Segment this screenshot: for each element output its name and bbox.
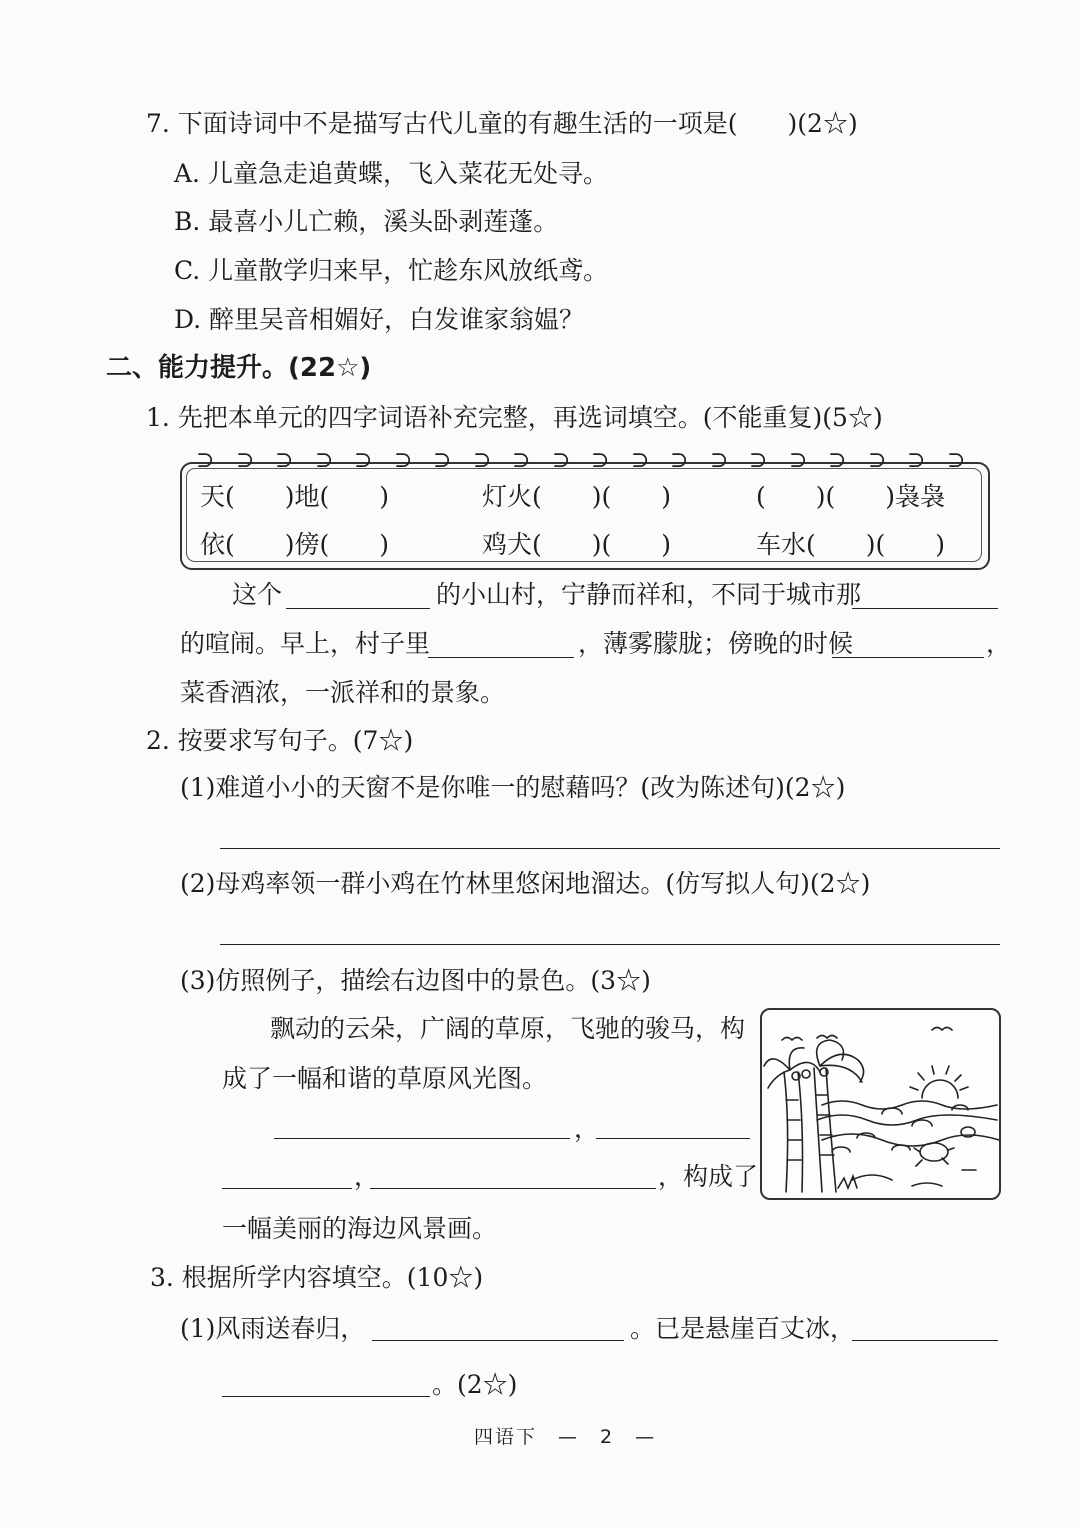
para-line1-b: 的小山村，宁静而祥和，不同于城市那 [436,580,862,609]
option-c: C. 儿童散学归来早，忙趁东风放纸鸢。 [174,256,609,285]
q3-line2-end: 。(2☆) [432,1370,518,1399]
word-5: 鸡犬( )( ) [482,530,672,559]
comma-2: ， [354,1162,380,1191]
palm-trunk-1 [784,1072,788,1192]
last-line: 一幅美丽的海边风景画。 [222,1214,498,1243]
page-footer: 四语下 — 2 — [474,1426,657,1448]
binding-ring: ⊃ [236,448,255,473]
blank-4[interactable] [832,657,984,658]
binding-ring: ⊃ [710,448,729,473]
blank-7[interactable] [222,1188,352,1189]
binding-ring: ⊃ [947,448,966,473]
option-a: A. 儿童急走追黄蝶，飞入菜花无处寻。 [174,159,608,188]
question-7-stem: 7. 下面诗词中不是描写古代儿童的有趣生活的一项是( )(2☆) [146,109,858,138]
blank-1[interactable] [286,608,430,609]
option-d: D. 醉里吴音相媚好，白发谁家翁媪？ [174,305,585,334]
word-1: 天( )地( ) [200,482,390,511]
binding-ring: ⊃ [315,448,334,473]
answer-line-1[interactable] [220,848,1000,849]
blank-11[interactable] [222,1396,430,1397]
binding-ring: ⊃ [631,448,650,473]
word-3: ( )( )袅袅 [756,482,946,511]
binding-ring: ⊃ [196,448,215,473]
binding-ring: ⊃ [433,448,452,473]
para-line2-b: ，薄雾朦胧；傍晚的时候 [578,629,854,658]
question-3-stem: 3. 根据所学内容填空。(10☆) [150,1263,484,1292]
sun [922,1080,958,1098]
question-2-stem: 2. 按要求写句子。(7☆) [146,726,414,755]
para-line2-c: ， [986,629,1012,658]
binding-ring: ⊃ [591,448,610,473]
binding-ring: ⊃ [394,448,413,473]
binding-ring: ⊃ [473,448,492,473]
blank-6[interactable] [596,1138,750,1139]
binding-ring: ⊃ [828,448,847,473]
comma-1: ， [574,1114,600,1143]
section-heading: 二、能力提升。(22☆) [106,353,372,383]
bird-3 [932,1028,952,1031]
word-2: 灯火( )( ) [482,482,672,511]
blank-9[interactable] [372,1340,624,1341]
para-line2-a: 的喧闹。早上，村子里 [180,629,431,658]
binding-ring: ⊃ [275,448,294,473]
binding-ring: ⊃ [512,448,531,473]
example-line1: 飘动的云朵，广阔的草原，飞驰的骏马，构 [270,1014,746,1043]
blank-3[interactable] [428,657,574,658]
q2-sub2: (2)母鸡率领一群小鸡在竹林里悠闲地溜达。(仿写拟人句)(2☆) [180,869,871,898]
question-1-stem: 1. 先把本单元的四字词语补充完整，再选词填空。(不能重复)(5☆) [146,403,883,432]
para-line1-a: 这个 [232,580,283,609]
turtle [920,1143,948,1161]
example-line2: 成了一幅和谐的草原风光图。 [222,1064,548,1093]
blank-5[interactable] [274,1138,570,1139]
binding-ring: ⊃ [354,448,373,473]
q2-sub1: (1)难道小小的天窗不是你唯一的慰藉吗？(改为陈述句)(2☆) [180,773,846,802]
blank-8[interactable] [370,1188,656,1189]
bird-1 [782,1038,802,1041]
q2-sub3: (3)仿照例子，描绘右边图中的景色。(3☆) [180,966,651,995]
answer-line-2[interactable] [220,944,1000,945]
blank-10[interactable] [852,1340,998,1341]
blank-2[interactable] [852,608,998,609]
binding-ring: ⊃ [907,448,926,473]
q3-line1-a: (1)风雨送春归， [180,1314,366,1343]
binding-ring: ⊃ [789,448,808,473]
fill-end-text: ，构成了 [658,1162,759,1191]
binding-ring: ⊃ [552,448,571,473]
word-6: 车水( )( ) [756,530,946,559]
seaside-picture [760,1008,1001,1200]
palm-trunk-2 [814,1068,822,1192]
bird-2 [817,1036,837,1039]
binding-ring: ⊃ [670,448,689,473]
q3-line1-b: 。已是悬崖百丈冰， [630,1314,856,1343]
seaside-drawing [762,1010,999,1198]
word-4: 依( )傍( ) [200,530,390,559]
option-b: B. 最喜小儿亡赖，溪头卧剥莲蓬。 [174,207,559,236]
para-line3: 菜香酒浓，一派祥和的景象。 [180,678,506,707]
binding-ring: ⊃ [749,448,768,473]
binding-ring: ⊃ [868,448,887,473]
